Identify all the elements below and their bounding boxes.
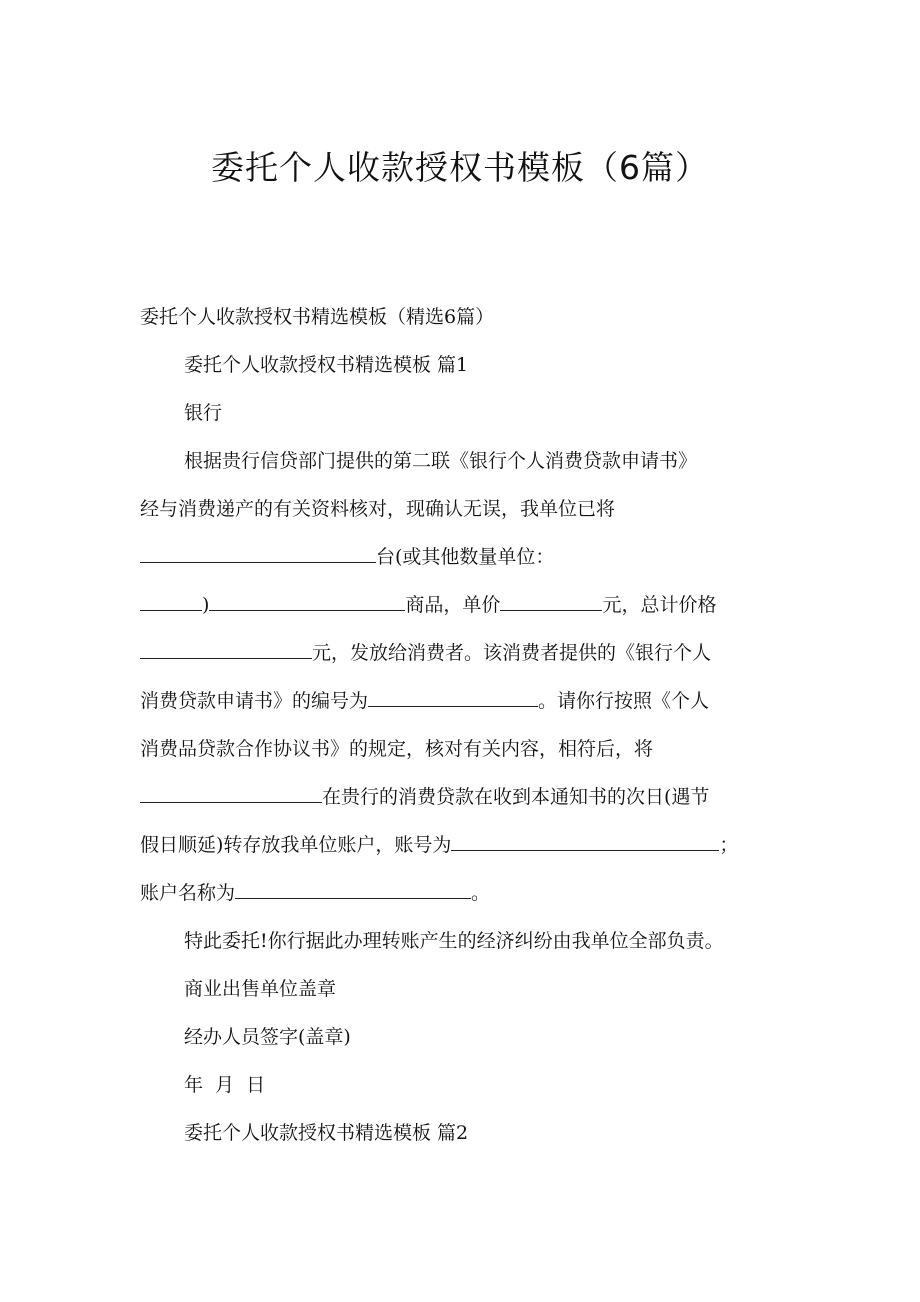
body-line-4	[140, 590, 716, 620]
text-segment: 元，总计价格	[602, 594, 717, 616]
blank-account-number	[451, 830, 719, 851]
body-line-7: 消费品贷款合作协议书》的规定，核对有关内容，相符后，将	[140, 738, 654, 760]
closing-statement: 特此委托!你行据此办理转账产生的经济纠纷由我单位全部负责。	[184, 930, 724, 952]
text-segment: 账户名称为	[140, 882, 236, 904]
text-segment: 。请你行按照《个人	[538, 690, 710, 712]
text-segment: 假日顺延)转存放我单位账户，账号为	[140, 834, 452, 856]
text-segment: 在贵行的消费贷款在收到本通知书的次日(遇节	[322, 786, 710, 808]
blank-unit	[140, 590, 202, 611]
section-heading-2: 委托个人收款授权书精选模板 篇2	[184, 1122, 469, 1144]
text-segment: 消费贷款申请书》的编号为	[140, 690, 369, 712]
blank-product	[209, 590, 405, 611]
recipient-line: 银行	[184, 402, 223, 424]
body-line-8	[140, 782, 709, 812]
blank-total-price	[140, 638, 312, 659]
body-line-1: 根据贵行信贷部门提供的第二联《银行个人消费贷款申请书》	[184, 450, 698, 472]
blank-quantity	[140, 542, 376, 563]
seal-line: 商业出售单位盖章	[184, 978, 337, 1000]
text-segment: 商品，单价	[405, 594, 501, 616]
blank-application-number	[368, 686, 538, 707]
document-title: 委托个人收款授权书模板（6篇）	[211, 148, 709, 187]
section-heading-1: 委托个人收款授权书精选模板 篇1	[184, 354, 469, 376]
text-segment: ；	[719, 834, 739, 856]
text-segment: 元，发放给消费者。该消费者提供的《银行个人	[312, 642, 712, 664]
blank-unit-price	[500, 590, 602, 611]
body-line-10	[140, 878, 490, 908]
blank-account-name	[235, 878, 471, 899]
body-line-5	[140, 638, 711, 668]
document-subtitle: 委托个人收款授权书精选模板（精选6篇）	[140, 306, 495, 328]
body-line-9	[140, 830, 738, 860]
text-segment: 。	[471, 882, 491, 904]
body-line-3	[140, 542, 554, 572]
text-segment: 台(或其他数量单位：	[376, 546, 555, 568]
blank-loan-amount	[140, 782, 322, 803]
body-line-6	[140, 686, 709, 716]
signer-line: 经办人员签字(盖章)	[184, 1026, 351, 1048]
body-line-2: 经与消费递产的有关资料核对，现确认无误，我单位已将	[140, 498, 616, 520]
date-line: 年 月 日	[184, 1074, 266, 1096]
text-segment: )	[202, 594, 210, 616]
